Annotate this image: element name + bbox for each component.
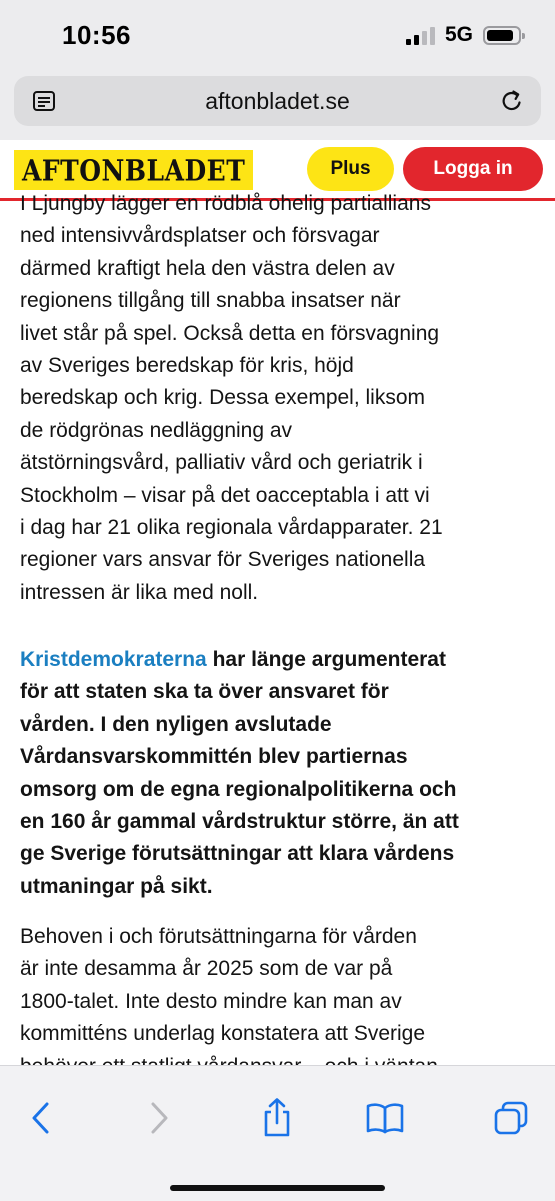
logo-text: AFTONBLADET: [22, 153, 246, 187]
plus-button[interactable]: Plus: [307, 147, 394, 191]
text-line: i dag har 21 olika regionala vårdapparater. 21: [20, 516, 443, 540]
address-bar[interactable]: [14, 76, 541, 126]
text-line: regionens tillgång till snabba insatser när: [20, 289, 401, 313]
article-paragraph-bold: [0, 644, 555, 903]
text-line: ned intensivvårdsplatser och försvagar: [20, 224, 380, 248]
kristdemokraterna-link[interactable]: Kristdemokraterna: [20, 648, 207, 671]
text-line: för att staten ska ta över ansvaret för: [20, 680, 389, 704]
status-time: 10:56: [62, 20, 131, 50]
reload-icon[interactable]: [499, 88, 525, 114]
text-line: intressen är lika med noll.: [20, 580, 259, 604]
text-line: av Sveriges beredskap för kris, höjd: [20, 354, 354, 378]
text-line: I Ljungby lägger en rödblå ohelig partiallians: [20, 192, 431, 215]
article-body: [0, 192, 555, 1065]
text-line: därmed kraftigt hela den västra delen av: [20, 256, 395, 280]
tabs-icon: [493, 1100, 529, 1136]
share-icon: [260, 1097, 294, 1139]
text-line: beredskap och krig. Dessa exempel, liksom: [20, 386, 426, 410]
text-line: ge Sverige förutsättningar att klara vårdens: [20, 842, 455, 866]
text-line: ätstörningsvård, palliativ vård och geriatrik i: [20, 451, 423, 475]
aftonbladet-logo[interactable]: [14, 150, 253, 190]
text-line: livet står på spel. Också detta en försvagning: [20, 321, 440, 345]
text-line: en 160 år gammal vårdstruktur större, än att: [20, 810, 459, 834]
tabs-button[interactable]: [489, 1096, 533, 1140]
forward-button[interactable]: [137, 1096, 181, 1140]
text-line: Vårdansvarskommittén blev partiernas: [20, 745, 408, 769]
status-bar: [0, 0, 555, 72]
text-line: de rödgrönas nedläggning av: [20, 418, 293, 442]
text-line: är inte desamma år 2025 som de var på: [20, 957, 393, 981]
text-line: [20, 644, 535, 676]
text-line: Stockholm – visar på det oacceptabla i att vi: [20, 483, 430, 507]
text-line: utmaningar på sikt.: [20, 874, 213, 898]
bookmarks-icon: [365, 1101, 405, 1135]
battery-icon: [483, 26, 521, 45]
share-button[interactable]: [255, 1096, 299, 1140]
login-button[interactable]: Logga in: [403, 147, 543, 191]
text-line: regioner vars ansvar för Sveriges nationella: [20, 548, 426, 572]
browser-toolbar: [0, 1065, 555, 1201]
bookmarks-button[interactable]: [363, 1096, 407, 1140]
home-indicator: [170, 1185, 385, 1191]
text-line: Behoven i och förutsättningarna för vården: [20, 925, 417, 948]
back-button[interactable]: [19, 1096, 63, 1140]
text-line: omsorg om de egna regionalpolitikerna och: [20, 777, 457, 801]
article-paragraph: [0, 921, 555, 1083]
browser-url-area: [0, 72, 555, 140]
signal-icon: [406, 25, 435, 45]
back-icon: [29, 1101, 53, 1135]
forward-icon: [147, 1101, 171, 1135]
status-indicators: [406, 24, 525, 46]
text-line: 1800-talet. Inte desto mindre kan man av: [20, 989, 402, 1013]
article-paragraph: [0, 192, 555, 609]
network-label: 5G: [444, 23, 473, 46]
text-line: kommitténs underlag konstatera att Sverige: [20, 1022, 426, 1046]
text-fragment: har länge argumenterat: [206, 648, 446, 671]
url-text[interactable]: aftonbladet.se: [205, 88, 350, 114]
text-line: vården. I den nyligen avslutade: [20, 712, 332, 736]
